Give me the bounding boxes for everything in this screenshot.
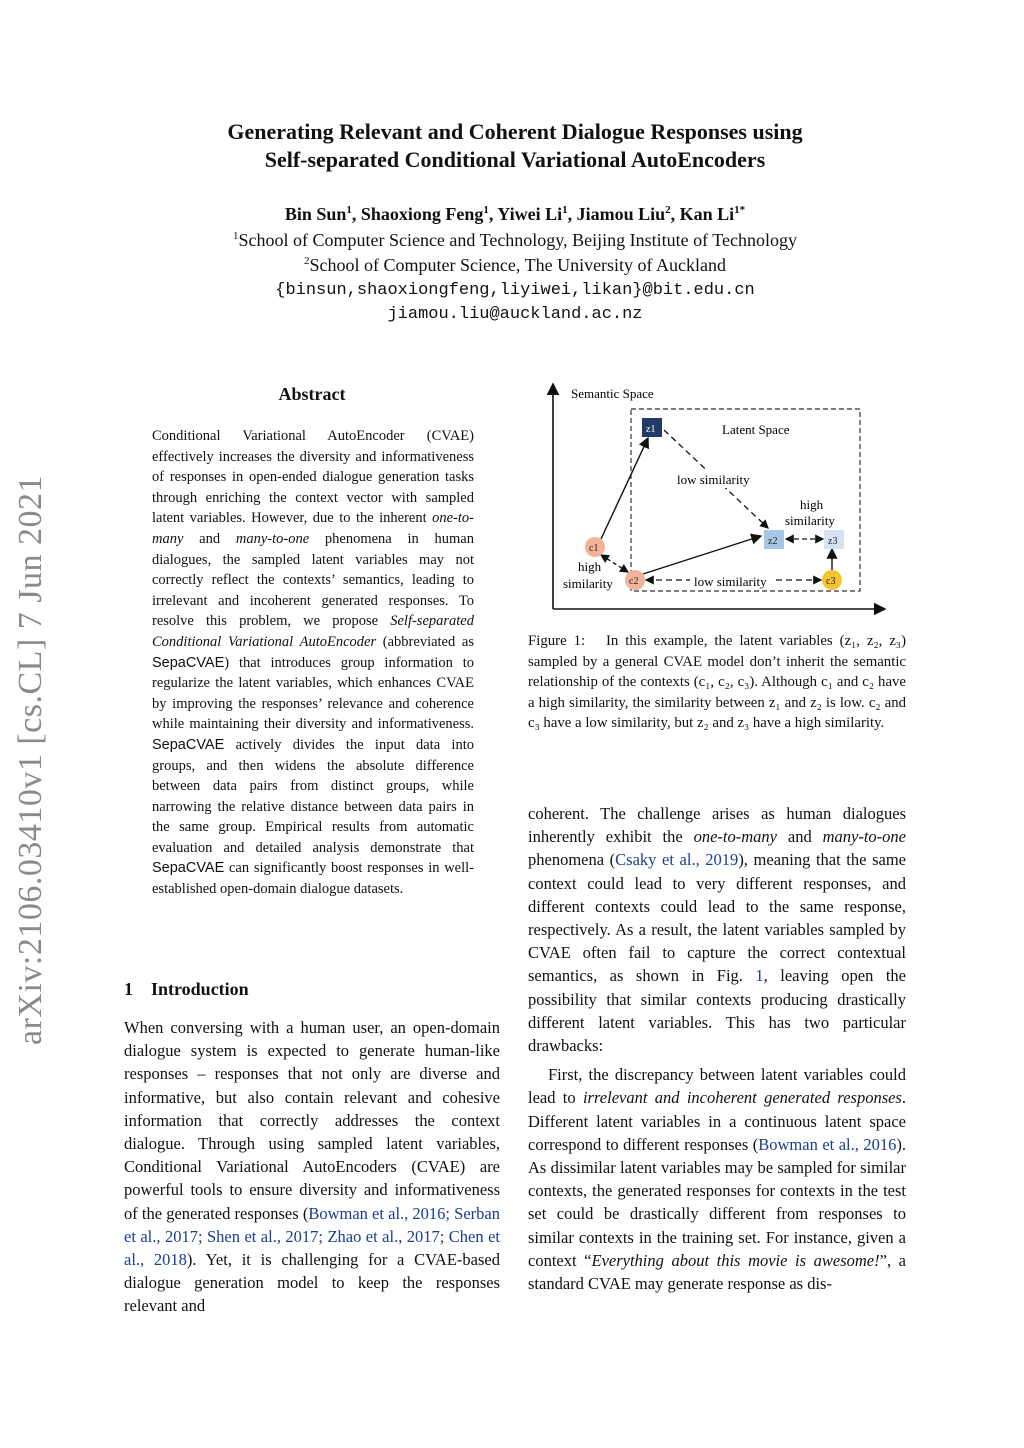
- high-similarity-label: high: [800, 497, 824, 512]
- abstract-text: and: [183, 530, 236, 547]
- affiliation-1-sup: 1: [232, 230, 239, 242]
- author-sep: ,: [351, 204, 361, 224]
- figure-ref-link[interactable]: 1: [755, 966, 764, 986]
- body-text: , leaving open the possibility that similar contexts producing drastically different latent variables. This has two particular drawbacks:: [528, 966, 906, 1056]
- c3-label: c3: [826, 576, 836, 587]
- author-name: Yiwei Li: [497, 204, 563, 224]
- author-sep: ,: [567, 204, 577, 224]
- title-line-2: Self-separated Conditional Variational AutoEncoders: [264, 147, 766, 172]
- intro-paragraph-1: [124, 1016, 500, 1318]
- author-sup: 1: [346, 204, 352, 216]
- body-emph: Everything about this movie is awesome!: [591, 1250, 880, 1270]
- c1-to-z1-arrow: [601, 438, 648, 539]
- abstract-text: ) that introduces group information to regularize the latent variables, which enhances CVAE by improving the responses’ relevance and coherence while maintaining their diversity and informativeness.: [152, 654, 474, 733]
- latent-space-label: Latent Space: [722, 422, 790, 437]
- affiliation-2-text: School of Computer Science, The University of Auckland: [309, 255, 727, 275]
- c1-c2-dashed-arrow: [601, 555, 628, 572]
- c2-label: c2: [629, 576, 639, 587]
- low-similarity-label: low similarity: [694, 574, 767, 589]
- intro-text: When conversing with a human user, an open-domain dialogue system is expected to generate human-like responses – responses that not only are diverse and informative, but also contain relevant and cohesive information that correctly addresses the context dialogue. Through using sampled latent variables, Conditional Variational AutoEncoders (CVAE) are powerful tools to ensure diversity and informativeness of the generated responses (: [124, 1018, 500, 1223]
- caption-label: Figure 1:: [528, 633, 586, 649]
- email-1: {binsun,shaoxiongfeng,liyiwei,likan}@bit.edu.cn: [275, 281, 755, 300]
- abstract-text: actively divides the input data into groups, and then widens the absolute difference between data pairs from distinct groups, while narrowing the relative distance between data pairs in the same group. Empirical results from automatic evaluation and detailed analysis demonstrate that: [152, 736, 474, 856]
- intro-heading: [124, 979, 249, 1000]
- body-text: and: [776, 827, 823, 847]
- intro-heading-num: 1: [124, 979, 133, 999]
- affiliation-2: [120, 255, 910, 276]
- author-name: Kan Li: [679, 204, 735, 224]
- author-sup: 2: [665, 204, 671, 216]
- affiliation-2-sup: 2: [303, 255, 310, 267]
- arxiv-stamp: arXiv:2106.03410v1 [cs.CL] 7 Jun 2021: [12, 474, 49, 1045]
- author-name: Bin Sun: [284, 204, 347, 224]
- c1-label: c1: [589, 543, 599, 554]
- model-name: SepaCVAE: [152, 736, 225, 753]
- citation-link[interactable]: Bowman et al., 2016; Serban et al., 2017; Shen et al., 2017; Zhao et al., 2017; Chen et al., 2018: [124, 1203, 500, 1270]
- figure-1: [540, 378, 890, 618]
- z1-label: z1: [646, 424, 656, 435]
- author-sep: ,: [670, 204, 680, 224]
- affiliation-1: [120, 230, 910, 251]
- body-emph: one-to-many: [693, 827, 777, 847]
- z3-label: z3: [828, 536, 838, 547]
- author-name: Jiamou Liu: [576, 204, 666, 224]
- body-text: ”, a standard CVAE may generate response as dis-: [528, 1250, 907, 1294]
- body-text: coherent. The challenge arises as human dialogues inherently exhibit the: [528, 804, 906, 847]
- abstract-text: can significantly boost responses in well-established open-domain dialogue datasets.: [152, 860, 474, 898]
- body-text: phenomena (: [528, 850, 616, 870]
- intro-text: ). Yet, it is challenging for a CVAE-based dialogue generation model to keep the responses relevant and: [124, 1250, 500, 1316]
- body-text: First, the discrepancy between latent variables could lead to: [528, 1065, 906, 1108]
- body-text: . Different latent variables in a continuous latent space correspond to different responses (: [528, 1088, 906, 1154]
- author-sup: 1*: [734, 204, 746, 216]
- high-similarity-label: high: [578, 559, 602, 574]
- figure-caption: [528, 631, 906, 734]
- body-emph: many-to-one: [822, 827, 906, 847]
- right-paragraph-1: [528, 802, 906, 1057]
- abstract-text: (abbreviated as: [376, 633, 474, 650]
- abstract-text: phenomena in human dialogues, the sampled latent variables may not correctly reflect the contexts’ semantics, leading to irrelevant and incoherent generated responses. To resolve this problem, we propose: [152, 530, 474, 630]
- citation-link[interactable]: Csaky et al., 2019: [615, 850, 739, 870]
- model-name: SepaCVAE: [152, 860, 225, 877]
- body-emph: irrelevant and incoherent generated responses: [582, 1088, 902, 1108]
- author-sep: ,: [488, 204, 498, 224]
- right-paragraph-2: [528, 1063, 906, 1295]
- intro-heading-text: Introduction: [151, 979, 249, 999]
- paper-title: [120, 118, 910, 174]
- abstract-emph: one-to-many: [152, 510, 474, 547]
- title-line-1: Generating Relevant and Coherent Dialogue Responses using: [227, 119, 803, 144]
- abstract-text: Conditional Variational AutoEncoder (CVAE) effectively increases the diversity and informativeness of responses in open-ended dialogue generation tasks through enriching the context vector with sampled latent variables. However, due to the inherent: [152, 428, 474, 527]
- email-2: jiamou.liu@auckland.ac.nz: [387, 305, 643, 324]
- abstract-body: [152, 426, 474, 900]
- high-similarity-label: similarity: [785, 513, 835, 528]
- author-list: [120, 204, 910, 225]
- model-name: SepaCVAE: [152, 654, 225, 671]
- body-text: ). As dissimilar latent variables may be sampled for similar contexts, the generated responses for contexts in the test set could be drastically different from responses to similar contexts in the training set. For instance, given a context “: [528, 1134, 906, 1270]
- caption-text: In this example, the latent variables (z₁, z₂, z₃) sampled by a general CVAE model don’t inherit the semantic relationship of the contexts (c₁, c₂, c₃). Although c₁ and c₂ have a high similarity, the similarity between z₁ and z₂ is low. c₂ and c₃ have a low similarity, but z₂ and z₃ have a high similarity.: [528, 633, 906, 731]
- author-name: Shaoxiong Feng: [360, 204, 484, 224]
- author-sup: 1: [483, 204, 489, 216]
- author-sup: 1: [562, 204, 568, 216]
- affiliation-1-text: School of Computer Science and Technology, Beijing Institute of Technology: [238, 230, 798, 250]
- citation-link[interactable]: Bowman et al., 2016: [758, 1134, 897, 1154]
- right-column: [528, 802, 906, 1295]
- high-similarity-label: similarity: [563, 576, 613, 591]
- abstract-emph: many-to-one: [235, 530, 310, 547]
- body-text: ), meaning that the same context could lead to very different responses, and different contexts could lead to the same response, respectively. As a result, the latent variables sampled by CVAE often fail to capture the correct contextual semantics, as shown in Fig.: [528, 850, 906, 986]
- c2-to-z2-arrow: [643, 536, 761, 574]
- axis-label: Semantic Space: [571, 386, 654, 401]
- z2-label: z2: [768, 536, 778, 547]
- abstract-emph: Self-separated Conditional Variational AutoEncoder: [152, 613, 474, 650]
- abstract-heading: Abstract: [278, 384, 346, 404]
- low-similarity-label: low similarity: [677, 472, 750, 487]
